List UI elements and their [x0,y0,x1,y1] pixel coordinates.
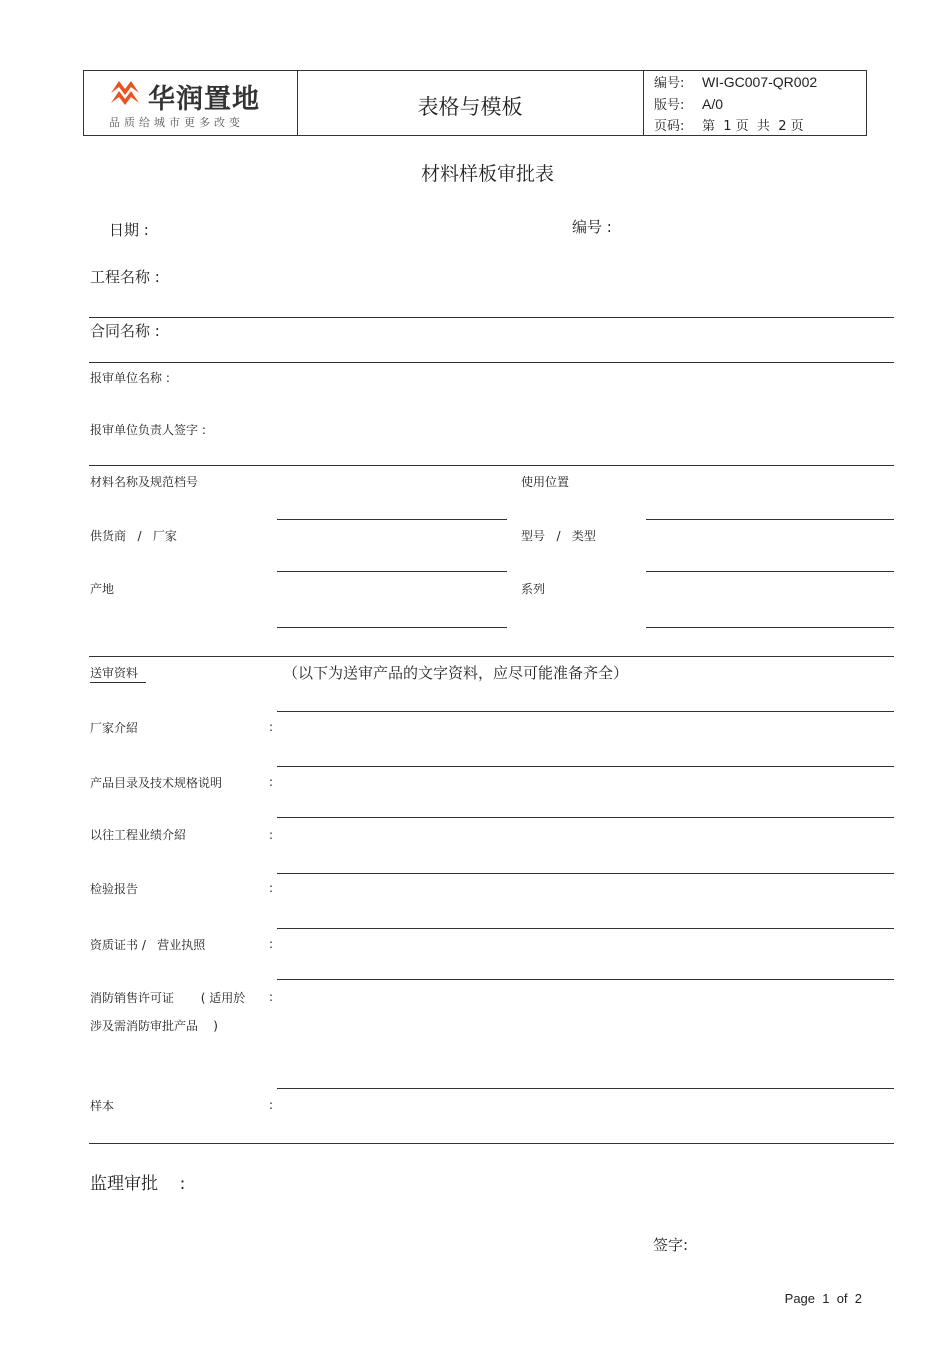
doc-item-colon: : [269,990,274,1004]
usage-location-label: 使用位置 [521,475,570,489]
docs-section-label: 送审资料 [90,664,146,683]
divider [89,362,894,363]
signature-label: 签字: [653,1236,689,1254]
project-name-label: 工程名称 : [90,268,160,286]
doc-item-line [277,928,894,929]
supplier-label: 供货商 / 厂家 [90,529,177,543]
company-name: 华润置地 [148,84,260,115]
divider [89,656,894,657]
doc-item-colon: : [269,937,274,951]
docs-section-note: （以下为送审产品的文字资料，应尽可能准备齐全） [283,664,629,682]
meta-doc-number: 编号: WI-GC007-QR002 [654,74,818,91]
meta-version: 版号: A/0 [654,96,724,113]
doc-type-title: 表格与模板 [417,95,523,119]
doc-type-cell [297,71,644,135]
series-label: 系列 [521,582,546,596]
supplier-underline [277,571,507,572]
model-label: 型号 / 类型 [521,529,596,543]
doc-item-label: 样本 [90,1099,115,1113]
doc-meta-cell [644,71,866,135]
meta-page: 页码: 第 1 页 共 2 页 [654,119,804,134]
contract-name-label: 合同名称 : [90,322,160,340]
doc-item-label: 以往工程业绩介紹 [90,828,187,842]
date-label: 日期 : [109,221,149,239]
usage-location-underline [646,519,894,520]
supervision-label: 监理审批 : [90,1174,186,1194]
divider [89,465,894,466]
doc-item-colon: : [269,828,274,842]
divider [89,317,894,318]
doc-item-label: 消防销售许可证 ( 适用於 [90,991,246,1005]
document-header [83,70,867,136]
doc-item-label: 产品目录及技术规格说明 [90,776,223,790]
page-number: Page 1 of 2 [784,1291,862,1306]
doc-item-label: 厂家介紹 [90,721,139,735]
doc-item-label-continued: 涉及需消防审批产品 ) [90,1019,218,1033]
origin-label: 产地 [90,582,115,596]
material-name-underline [277,519,507,520]
logo-cell [84,71,298,135]
doc-item-line [277,873,894,874]
model-underline [646,571,894,572]
number-label: 编号 : [572,218,612,236]
doc-item-colon: : [269,881,274,895]
doc-item-colon: : [269,1098,274,1112]
company-slogan: 品质给城市更多改变 [109,116,244,129]
origin-underline [277,627,507,628]
submitter-label: 报审单位名称 : [90,371,170,385]
doc-item-label: 检验报告 [90,882,139,896]
doc-item-colon: : [269,775,274,789]
doc-item-label: 资质证书 / 营业执照 [90,938,206,952]
docs-line [277,711,894,712]
material-name-label: 材料名称及规范档号 [90,475,199,489]
doc-item-line [277,766,894,767]
form-title: 材料样板审批表 [420,163,554,185]
doc-item-line [277,817,894,818]
series-underline [646,627,894,628]
submitter-sign-label: 报审单位负责人签字 : [90,423,206,437]
doc-item-line [277,979,894,980]
doc-item-colon: : [269,720,274,734]
company-logo-icon [109,77,141,107]
doc-item-line [277,1088,894,1089]
divider [89,1143,894,1144]
